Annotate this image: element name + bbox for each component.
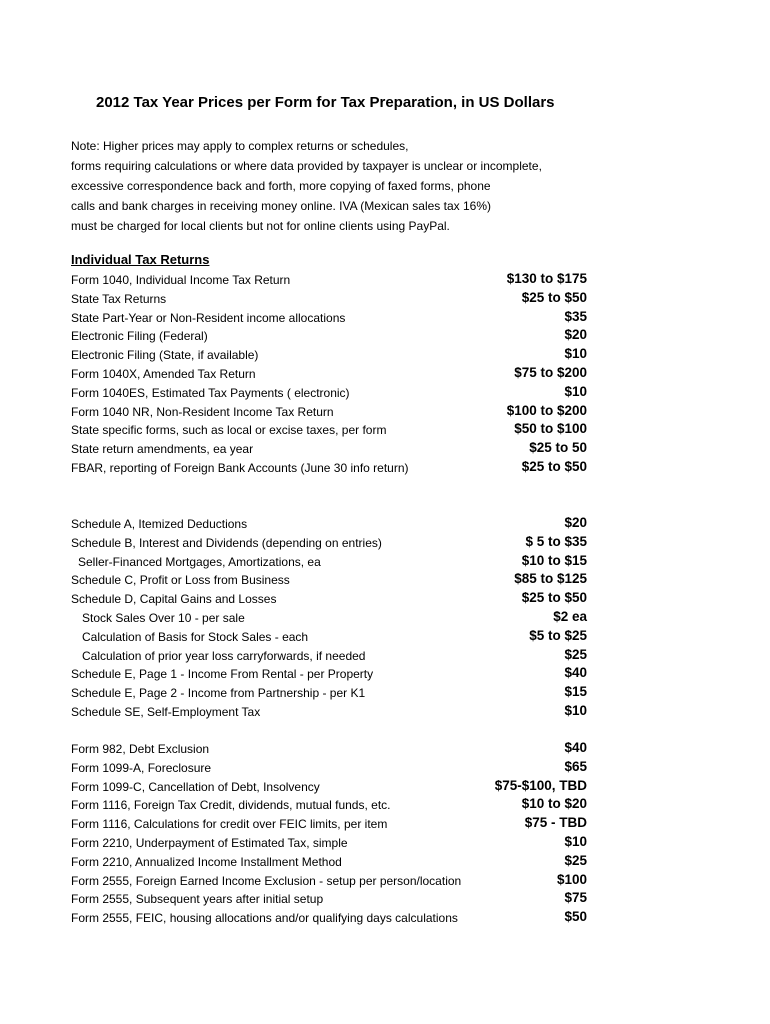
form-label: Form 1099-A, Foreclosure bbox=[71, 760, 212, 775]
note-line: forms requiring calculations or where data provided by taxpayer is unclear or incomplete, bbox=[71, 159, 542, 173]
price-row bbox=[71, 364, 587, 383]
form-label: Form 1116, Foreign Tax Credit, dividends, mutual funds, etc. bbox=[71, 798, 391, 813]
form-price: $25 to 50 bbox=[529, 440, 587, 456]
price-row bbox=[71, 402, 587, 421]
price-row bbox=[71, 289, 587, 308]
price-row bbox=[71, 908, 587, 927]
form-price: $10 bbox=[564, 833, 587, 849]
note-line: calls and bank charges in receiving money online. IVA (Mexican sales tax 16%) bbox=[71, 199, 491, 213]
form-price: $10 bbox=[564, 702, 587, 718]
form-price: $15 bbox=[564, 684, 587, 700]
price-row bbox=[71, 814, 587, 833]
form-label: Schedule E, Page 1 - Income From Rental - per Property bbox=[71, 667, 374, 682]
price-row bbox=[71, 852, 587, 871]
form-price: $65 bbox=[564, 758, 587, 774]
price-row bbox=[71, 608, 587, 627]
price-row bbox=[71, 570, 587, 589]
form-price: $85 to $125 bbox=[514, 571, 587, 587]
price-row bbox=[71, 683, 587, 702]
form-label: Form 1116, Calculations for credit over FEIC limits, per item bbox=[71, 817, 388, 832]
form-label: Seller-Financed Mortgages, Amortizations, ea bbox=[78, 554, 321, 569]
form-price: $25 to $50 bbox=[521, 458, 587, 474]
price-row bbox=[71, 439, 587, 458]
form-price: $10 bbox=[564, 383, 587, 399]
note-paragraph bbox=[71, 136, 542, 236]
form-price: $40 bbox=[564, 740, 587, 755]
other-forms-list bbox=[71, 739, 587, 927]
price-row bbox=[71, 871, 587, 890]
form-price: $20 bbox=[564, 515, 587, 530]
form-label: Form 2555, Subsequent years after initial setup bbox=[71, 892, 324, 907]
section-heading: Individual Tax Returns bbox=[71, 252, 210, 267]
form-price: $2 ea bbox=[553, 608, 587, 624]
form-label: Form 1040X, Amended Tax Return bbox=[71, 366, 256, 381]
price-row bbox=[71, 889, 587, 908]
form-price: $25 bbox=[564, 852, 587, 868]
price-row bbox=[71, 270, 587, 289]
form-price: $10 to $20 bbox=[521, 796, 587, 812]
form-label: Calculation of prior year loss carryforwards, if needed bbox=[82, 648, 366, 663]
page-title: 2012 Tax Year Prices per Form for Tax Preparation, in US Dollars bbox=[96, 94, 555, 111]
form-label: State specific forms, such as local or excise taxes, per form bbox=[71, 423, 387, 438]
price-row bbox=[71, 627, 587, 646]
form-price: $25 to $50 bbox=[521, 590, 587, 606]
price-row bbox=[71, 345, 587, 364]
form-label: FBAR, reporting of Foreign Bank Accounts (June 30 info return) bbox=[71, 460, 409, 475]
form-label: Schedule B, Interest and Dividends (depending on entries) bbox=[71, 535, 382, 550]
price-row bbox=[71, 533, 587, 552]
form-price: $40 bbox=[564, 665, 587, 681]
form-label: Electronic Filing (Federal) bbox=[71, 329, 208, 344]
price-row bbox=[71, 308, 587, 327]
form-price: $25 bbox=[564, 646, 587, 662]
price-row bbox=[71, 458, 587, 477]
form-label: Calculation of Basis for Stock Sales - each bbox=[82, 629, 309, 644]
form-label: Stock Sales Over 10 - per sale bbox=[82, 610, 245, 625]
form-price: $75-$100, TBD bbox=[494, 777, 587, 793]
note-line: Note: Higher prices may apply to complex returns or schedules, bbox=[71, 139, 409, 153]
price-row bbox=[71, 383, 587, 402]
schedules-list bbox=[71, 514, 587, 721]
form-label: Form 1099-C, Cancellation of Debt, Insolvency bbox=[71, 779, 320, 794]
form-label: Form 1040 NR, Non-Resident Income Tax Return bbox=[71, 404, 334, 419]
form-label: Form 1040ES, Estimated Tax Payments ( electronic) bbox=[71, 385, 350, 400]
note-line: must be charged for local clients but not for online clients using PayPal. bbox=[71, 219, 450, 233]
form-price: $100 bbox=[556, 871, 587, 887]
form-price: $25 to $50 bbox=[521, 289, 587, 305]
form-label: State return amendments, ea year bbox=[71, 442, 254, 457]
form-label: Form 2555, Foreign Earned Income Exclusion - setup per person/location bbox=[71, 873, 462, 888]
form-label: Form 1040, Individual Income Tax Return bbox=[71, 273, 291, 287]
price-row bbox=[71, 833, 587, 852]
price-row bbox=[71, 514, 587, 533]
price-row bbox=[71, 552, 587, 571]
price-row bbox=[71, 420, 587, 439]
price-row bbox=[71, 589, 587, 608]
form-label: State Part-Year or Non-Resident income allocations bbox=[71, 310, 346, 325]
form-label: Schedule D, Capital Gains and Losses bbox=[71, 592, 277, 607]
price-row bbox=[71, 326, 587, 345]
form-label: Form 2210, Annualized Income Installment Method bbox=[71, 854, 342, 869]
form-price: $35 bbox=[564, 308, 587, 324]
form-label: Schedule SE, Self-Employment Tax bbox=[71, 704, 261, 719]
form-label: Form 2555, FEIC, housing allocations and/or qualifying days calculations bbox=[71, 911, 458, 926]
form-price: $130 to $175 bbox=[506, 271, 587, 286]
note-line: excessive correspondence back and forth, more copying of faxed forms, phone bbox=[71, 179, 491, 193]
form-label: Schedule C, Profit or Loss from Business bbox=[71, 573, 290, 588]
form-price: $20 bbox=[564, 327, 587, 343]
form-price: $75 bbox=[564, 890, 587, 906]
price-row bbox=[71, 664, 587, 683]
individual-returns-list bbox=[71, 270, 587, 477]
price-row bbox=[71, 795, 587, 814]
form-price: $10 to $15 bbox=[521, 552, 587, 568]
price-row bbox=[71, 777, 587, 796]
form-price: $75 to $200 bbox=[514, 364, 587, 380]
price-row bbox=[71, 739, 587, 758]
form-price: $50 bbox=[564, 909, 587, 925]
form-label: Form 982, Debt Exclusion bbox=[71, 742, 210, 756]
form-price: $50 to $100 bbox=[514, 421, 587, 437]
form-price: $10 bbox=[564, 346, 587, 362]
form-price: $75 - TBD bbox=[524, 815, 587, 831]
form-label: Form 2210, Underpayment of Estimated Tax, simple bbox=[71, 835, 348, 850]
form-label: Schedule E, Page 2 - Income from Partnership - per K1 bbox=[71, 686, 366, 701]
price-row bbox=[71, 758, 587, 777]
price-row bbox=[71, 646, 587, 665]
form-label: Electronic Filing (State, if available) bbox=[71, 348, 259, 363]
form-price: $100 to $200 bbox=[506, 402, 587, 418]
form-price: $ 5 to $35 bbox=[525, 533, 587, 549]
price-row bbox=[71, 702, 587, 721]
form-price: $5 to $25 bbox=[529, 627, 587, 643]
form-label: State Tax Returns bbox=[71, 291, 167, 306]
form-label: Schedule A, Itemized Deductions bbox=[71, 517, 248, 531]
